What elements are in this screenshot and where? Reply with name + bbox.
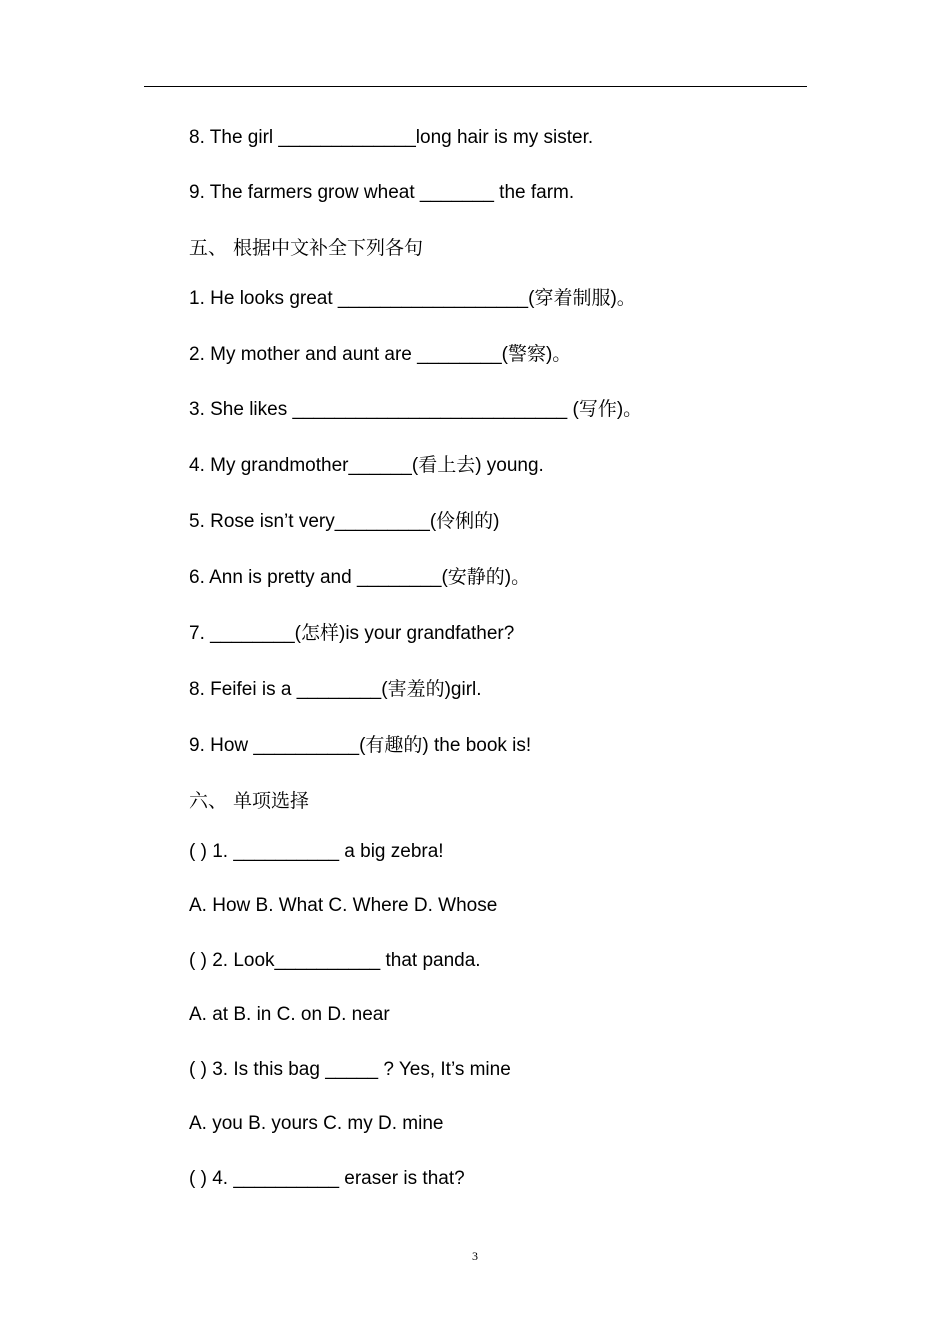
section6-heading: 六、 单项选择 <box>189 790 310 812</box>
section5-heading: 五、 根据中文补全下列各句 <box>189 237 424 259</box>
section5-item-6: 6. Ann is pretty and ________(安静的)。 <box>189 567 531 588</box>
section5-item-9: 9. How __________(有趣的) the book is! <box>189 735 532 756</box>
part4-item-9: 9. The farmers grow wheat _______ the farm. <box>189 182 575 203</box>
section6-question-4: ( ) 4. __________ eraser is that? <box>189 1168 465 1189</box>
section5-item-7: 7. ________(怎样)is your grandfather? <box>189 623 515 644</box>
section5-item-3: 3. She likes __________________________ (写作)。 <box>189 399 643 420</box>
section6-question-1: ( ) 1. __________ a big zebra! <box>189 841 444 862</box>
section6-question-3: ( ) 3. Is this bag _____ ? Yes, It’s mine <box>189 1059 511 1080</box>
section6-options-2: A. at B. in C. on D. near <box>189 1004 390 1025</box>
section6-question-2: ( ) 2. Look__________ that panda. <box>189 950 481 971</box>
section5-item-5: 5. Rose isn’t very_________(伶俐的) <box>189 511 500 532</box>
header-rule <box>144 86 807 87</box>
section6-options-3: A. you B. yours C. my D. mine <box>189 1113 444 1134</box>
section5-item-4: 4. My grandmother______(看上去) young. <box>189 455 544 476</box>
section5-item-1: 1. He looks great __________________(穿着制服)。 <box>189 288 636 309</box>
page-number: 3 <box>472 1249 478 1263</box>
part4-item-8: 8. The girl _____________long hair is my sister. <box>189 127 594 148</box>
section5-item-8: 8. Feifei is a ________(害羞的)girl. <box>189 679 482 700</box>
section6-options-1: A. How B. What C. Where D. Whose <box>189 895 498 916</box>
section5-item-2: 2. My mother and aunt are ________(警察)。 <box>189 344 572 365</box>
